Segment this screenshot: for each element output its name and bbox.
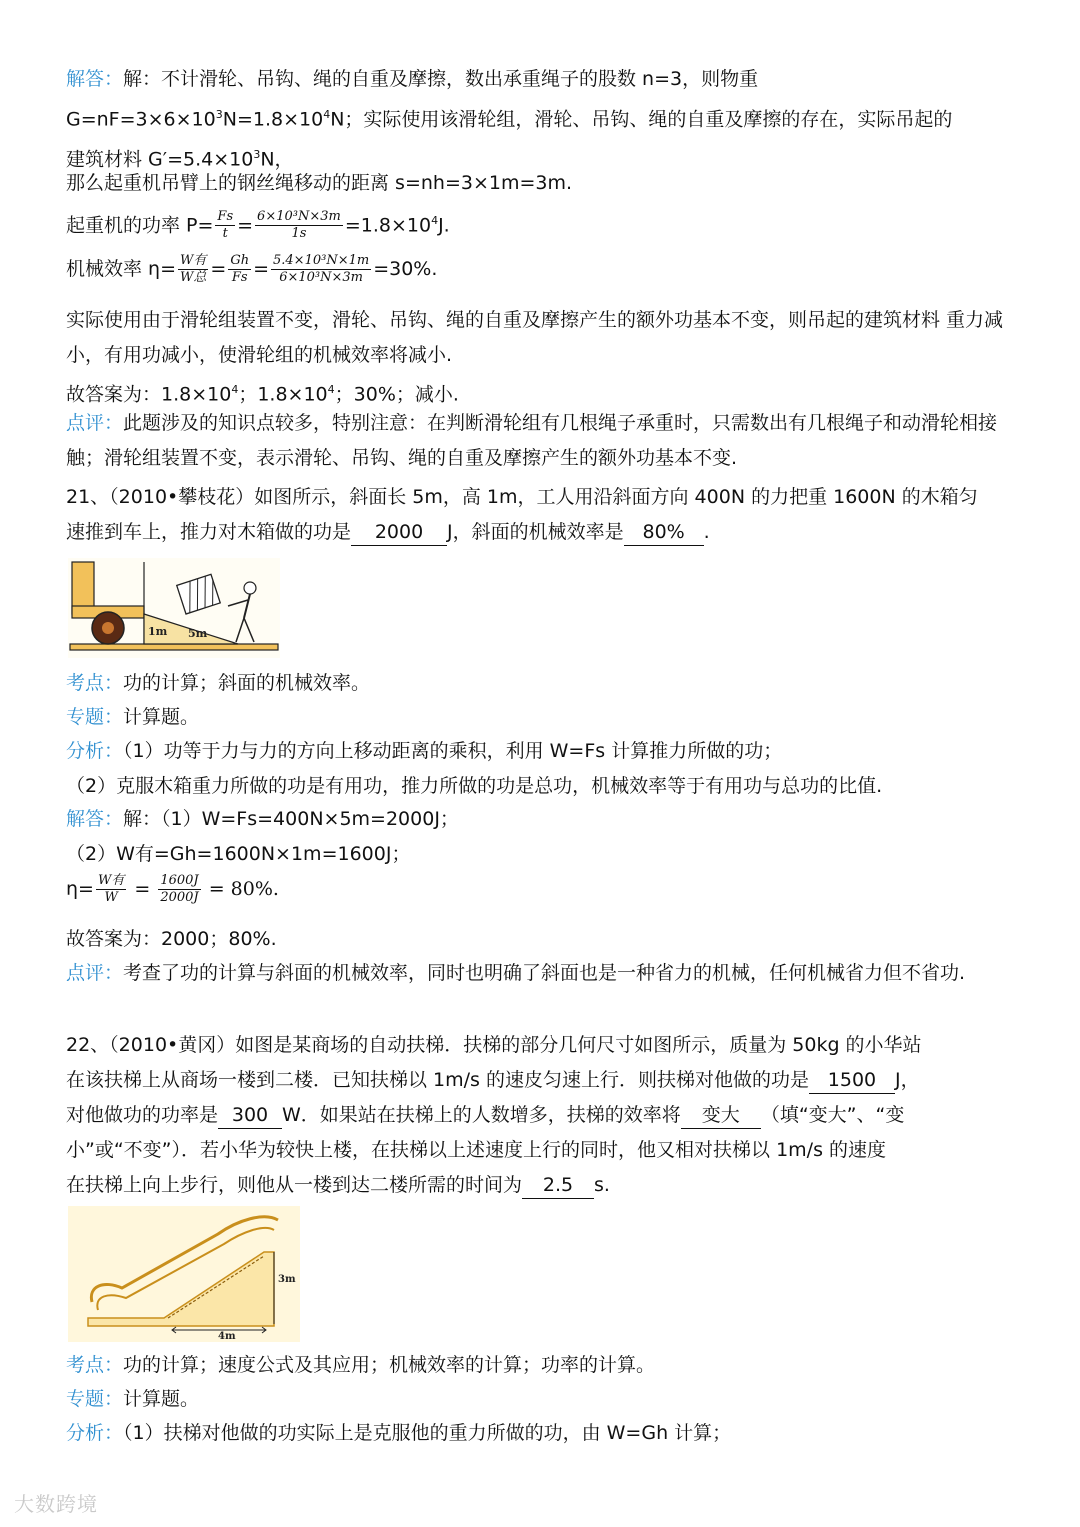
- comment-label: 点评：: [66, 412, 124, 434]
- q21-fenxi: 分析：（1）功等于力与力的方向上移动距离的乘积，利用 W=Fs 计算推力所做的功； （2）克服木箱重力所做的功是有用功，推力所做的功是总功，机械效率等于有用功与总功的比值.: [66, 740, 883, 797]
- q22-blank-efficiency: 变大: [681, 1102, 761, 1129]
- power-formula: 起重机的功率 P= $\frac{Fs}{t}$ = $\frac{\text{6×10³N×3m}}{1s}$ $=1.8\times 10^4J$.: [66, 209, 450, 242]
- prev-final-answer: 故答案为：$1.8\times 10^4$；$1.8\times 10^4$；30%；减小.: [66, 383, 459, 406]
- q21-zhuanti: 专题：计算题。: [66, 706, 200, 728]
- fraction: $\frac{\text{6×10³N×3m}}{1s}$: [257, 209, 341, 242]
- q22-zhuanti: 专题：计算题。: [66, 1388, 200, 1410]
- q21-final: 故答案为：2000；80%.: [66, 928, 277, 950]
- incline-figure: [68, 558, 280, 658]
- fraction: $\frac{\text{W有}}{\text{W总}}$: [180, 253, 207, 285]
- q21-jieda: 解答：解：（1）W=Fs=400N×5m=2000J； （2）W有=Gh=1600N×1m=1600J；: [66, 808, 459, 865]
- q22-blank-time: 2.5: [522, 1172, 594, 1199]
- rope-distance-line: 那么起重机吊臂上的钢丝绳移动的距离 s=nh=3×1m=3m.: [66, 172, 573, 194]
- q21-eta-formula: η= $\frac{\text{W有}}{W}$ = $\frac{1600J}{2000J}$ = 80%.: [66, 873, 279, 905]
- q21-question: 21、（2010•攀枝花）如图所示，斜面长 5m，高 1m，工人用沿斜面方向 400N 的力把重 1600N 的木箱匀 速推到车上，推力对木箱做的功是 2000 J，斜面的机械效率是 80% .: [66, 480, 1016, 550]
- efficiency-formula: 机械效率 η= $\frac{\text{W有}}{\text{W总}}$ = $\frac{Gh}{Fs}$ = $\frac{\text{5.4×10³N×1m}}{\text{6×10³N×3m}}$ =30%.: [66, 253, 438, 285]
- q21-blank-work: 2000: [351, 519, 447, 546]
- q22-question: 22、（2010•黄冈）如图是某商场的自动扶梯．扶梯的部分几何尺寸如图所示，质量为 50kg 的小华站 在该扶梯上从商场一楼到二楼．已知扶梯以 1m/s 的速皮匀速上行．则扶梯对他做的功是 1500 J， 对他做功的功率是 300 W．如果站在扶梯上的人数增多，扶梯的效率将 变大 （填“变大”、“变 小”或“不变”）．若小华为较快上楼，在扶梯以上述速度上行的同时，他又相对扶梯以 1m/s 的速度 在扶梯上向上步行，则他从一楼到达二楼所需的时间为 2.5 s.: [66, 1028, 1016, 1203]
- q21-comment: 点评：考查了功的计算与斜面的机械效率，同时也明确了斜面也是一种省力的机械，任何机械省力但不省功.: [66, 962, 966, 984]
- answer-label: 解答：: [66, 68, 124, 90]
- q22-kaodian: 考点：功的计算；速度公式及其应用；机械效率的计算；功率的计算。: [66, 1354, 656, 1376]
- watermark: 大数跨境: [14, 1492, 98, 1516]
- incline-length-label: 5m: [188, 627, 208, 640]
- fraction: $\frac{Fs}{t}$: [217, 209, 234, 242]
- q22-blank-power: 300: [218, 1102, 282, 1129]
- fraction: $\frac{1600J}{2000J}$: [160, 873, 199, 905]
- fraction: $\frac{\text{W有}}{W}$: [97, 873, 125, 905]
- fraction: $\frac{Gh}{Fs}$: [230, 253, 250, 285]
- q22-blank-work: 1500: [809, 1067, 895, 1094]
- escalator-height-label: 3m: [278, 1274, 296, 1285]
- fraction: $\frac{\text{5.4×10³N×1m}}{\text{6×10³N×3m}}$: [273, 253, 370, 285]
- prev-comment: 点评：此题涉及的知识点较多，特别注意：在判断滑轮组有几根绳子承重时，只需数出有几根绳子和动滑轮相接触；滑轮组装置不变，表示滑轮、吊钩、绳的自重及摩擦产生的额外功基本不变.: [66, 412, 998, 469]
- escalator-figure: [68, 1206, 300, 1342]
- escalator-length-label: 4m: [218, 1331, 236, 1342]
- prev-explanation: 实际使用由于滑轮组装置不变，滑轮、吊钩、绳的自重及摩擦产生的额外功基本不变，则吊起的建筑材料 重力减小，有用功减小，使滑轮组的机械效率将减小.: [66, 309, 1004, 366]
- q22-fenxi: 分析：（1）扶梯对他做的功实际上是克服他的重力所做的功，由 W=Gh 计算；: [66, 1422, 732, 1444]
- incline-height-label: 1m: [148, 625, 168, 638]
- q21-blank-efficiency: 80%: [624, 519, 704, 546]
- q21-kaodian: 考点：功的计算；斜面的机械效率。: [66, 672, 371, 694]
- prev-answer: 解答：解：不计滑轮、吊钩、绳的自重及摩擦，数出承重绳子的股数 n=3，则物重 $G=nF=3\times 6\times 10^3N=1.8\times 10^4N$；实际使用该滑轮组，滑轮、吊钩、绳的自重及摩擦的存在，实际吊起的 建筑材料 $G'=5.4\times 10^3N$，: [66, 68, 953, 171]
